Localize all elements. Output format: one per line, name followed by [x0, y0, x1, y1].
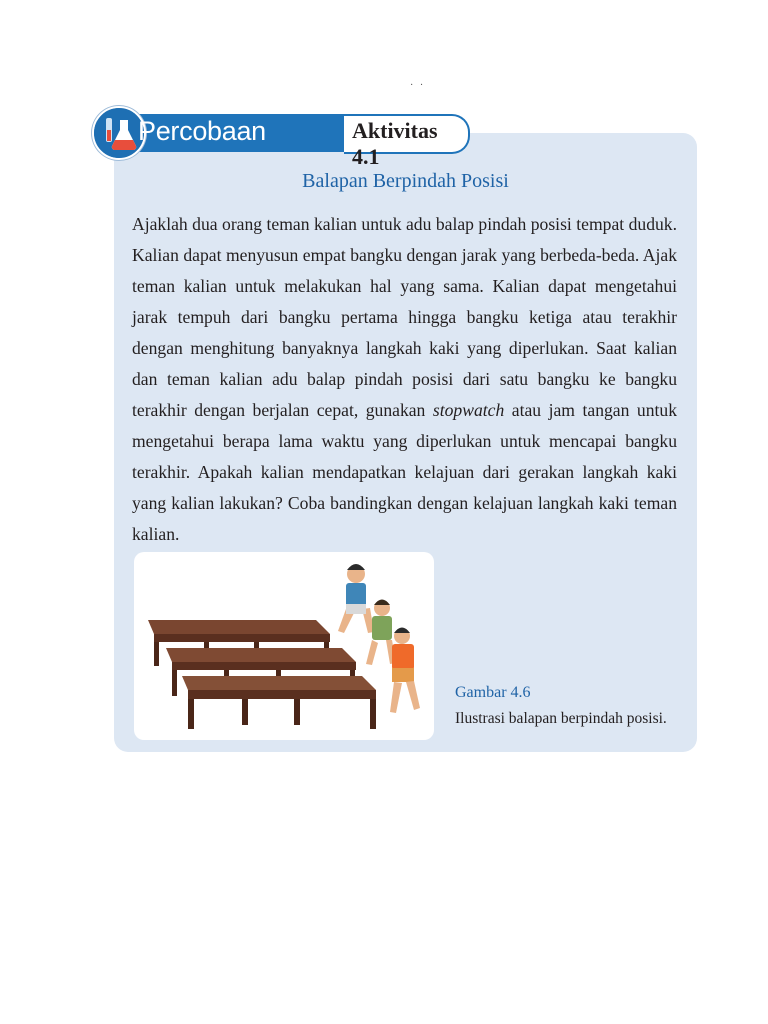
activity-instructions	[132, 209, 677, 550]
header-subtitle: Aktivitas 4.1	[352, 118, 438, 169]
header-title: Percobaan	[138, 116, 266, 146]
child-figure-orange-shirt	[390, 628, 420, 714]
figure-illustration	[134, 552, 434, 740]
instructions-part-2: atau jam tangan untuk mengetahui berapa lama waktu yang diperlukan untuk mencapai bangku terakhir. Apakah kalian mendapatkan kelajuan dari gerakan langkah kaki yang kalian lakukan? Coba bandingkan dengan kelajuan langkah kaki teman kalian.	[132, 400, 677, 544]
benches-and-children-illustration	[134, 552, 434, 740]
instructions-italic-term: stopwatch	[432, 400, 505, 420]
activity-header	[92, 106, 438, 169]
section-title: Balapan Berpindah Posisi	[302, 170, 509, 192]
bench-row-front	[182, 676, 376, 729]
child-figure-blue-shirt	[338, 564, 374, 633]
figure-label: Gambar 4.6	[455, 684, 531, 701]
figure-caption: Ilustrasi balapan berpindah posisi.	[455, 710, 667, 727]
instructions-part-1: Ajaklah dua orang teman kalian untuk adu balap pindah posisi tempat duduk. Kalian dapat menyusun empat bangku dengan jarak yang berbeda-beda. Ajak teman kalian untuk melakukan hal yang sama. Kalian dapat mengetahui jarak tempuh dari bangku pertama hingga bangku ketiga atau terakhir dengan menghitung banyaknya langkah kaki yang diperlukan. Saat kalian dan teman kalian adu balap pindah posisi dari satu bangku ke bangku terakhir dengan berjalan cepat, gunakan	[132, 214, 677, 420]
page-mark: · ·	[410, 80, 426, 91]
